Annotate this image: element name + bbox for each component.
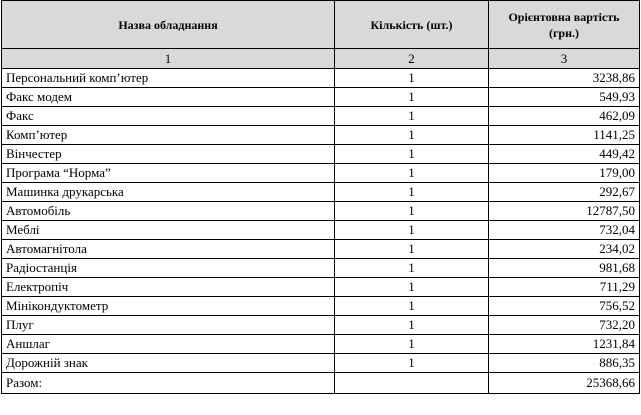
table-row <box>2 354 640 373</box>
cell-name: Факс модем <box>2 88 335 107</box>
cell-qty: 1 <box>335 354 489 373</box>
column-number-row <box>2 49 640 69</box>
cell-qty: 1 <box>335 88 489 107</box>
table-row <box>2 164 640 183</box>
cell-name: Факс <box>2 107 335 126</box>
cell-name: Мінікондуктометр <box>2 297 335 316</box>
table-row <box>2 221 640 240</box>
header-price: Орієнтовна вартість (грн.) <box>489 1 640 49</box>
column-number: 1 <box>2 49 335 69</box>
cell-qty: 1 <box>335 126 489 145</box>
cell-price: 234,02 <box>489 240 640 259</box>
cell-qty: 1 <box>335 240 489 259</box>
total-price: 25368,66 <box>489 373 640 394</box>
cell-name: Машинка друкарська <box>2 183 335 202</box>
cell-price: 732,04 <box>489 221 640 240</box>
table-row <box>2 278 640 297</box>
column-number: 2 <box>335 49 489 69</box>
cell-price: 449,42 <box>489 145 640 164</box>
cell-qty: 1 <box>335 164 489 183</box>
table-row <box>2 297 640 316</box>
cell-name: Автомагнітола <box>2 240 335 259</box>
cell-price: 292,67 <box>489 183 640 202</box>
cell-name: Електропіч <box>2 278 335 297</box>
cell-price: 886,35 <box>489 354 640 373</box>
table-row <box>2 240 640 259</box>
table-row <box>2 69 640 88</box>
cell-name: Персональний комп’ютер <box>2 69 335 88</box>
cell-name: Аншлаг <box>2 335 335 354</box>
table-row <box>2 107 640 126</box>
table-row <box>2 88 640 107</box>
cell-name: Програма “Норма” <box>2 164 335 183</box>
cell-price: 12787,50 <box>489 202 640 221</box>
cell-name: Плуг <box>2 316 335 335</box>
cell-qty: 1 <box>335 69 489 88</box>
cell-qty: 1 <box>335 278 489 297</box>
cell-name: Меблі <box>2 221 335 240</box>
cell-price: 549,93 <box>489 88 640 107</box>
cell-qty: 1 <box>335 316 489 335</box>
cell-qty: 1 <box>335 183 489 202</box>
cell-price: 756,52 <box>489 297 640 316</box>
table-row <box>2 316 640 335</box>
table-row <box>2 145 640 164</box>
header-row <box>2 1 640 49</box>
table-row <box>2 126 640 145</box>
cell-qty: 1 <box>335 107 489 126</box>
header-qty: Кількість (шт.) <box>335 1 489 49</box>
cell-name: Радіостанція <box>2 259 335 278</box>
cell-price: 732,20 <box>489 316 640 335</box>
header-name: Назва обладнання <box>2 1 335 49</box>
total-row <box>2 373 640 394</box>
cell-price: 711,29 <box>489 278 640 297</box>
cell-qty: 1 <box>335 221 489 240</box>
cell-name: Комп’ютер <box>2 126 335 145</box>
cell-name: Дорожній знак <box>2 354 335 373</box>
equipment-table <box>1 0 640 394</box>
column-number: 3 <box>489 49 640 69</box>
total-qty <box>335 373 489 394</box>
cell-qty: 1 <box>335 202 489 221</box>
cell-price: 462,09 <box>489 107 640 126</box>
cell-qty: 1 <box>335 145 489 164</box>
cell-price: 1231,84 <box>489 335 640 354</box>
cell-price: 1141,25 <box>489 126 640 145</box>
cell-name: Вінчестер <box>2 145 335 164</box>
total-label: Разом: <box>2 373 335 394</box>
cell-price: 981,68 <box>489 259 640 278</box>
table-row <box>2 202 640 221</box>
cell-qty: 1 <box>335 335 489 354</box>
table-row <box>2 335 640 354</box>
cell-price: 179,00 <box>489 164 640 183</box>
cell-price: 3238,86 <box>489 69 640 88</box>
cell-qty: 1 <box>335 297 489 316</box>
cell-name: Автомобіль <box>2 202 335 221</box>
table-row <box>2 183 640 202</box>
cell-qty: 1 <box>335 259 489 278</box>
table-row <box>2 259 640 278</box>
